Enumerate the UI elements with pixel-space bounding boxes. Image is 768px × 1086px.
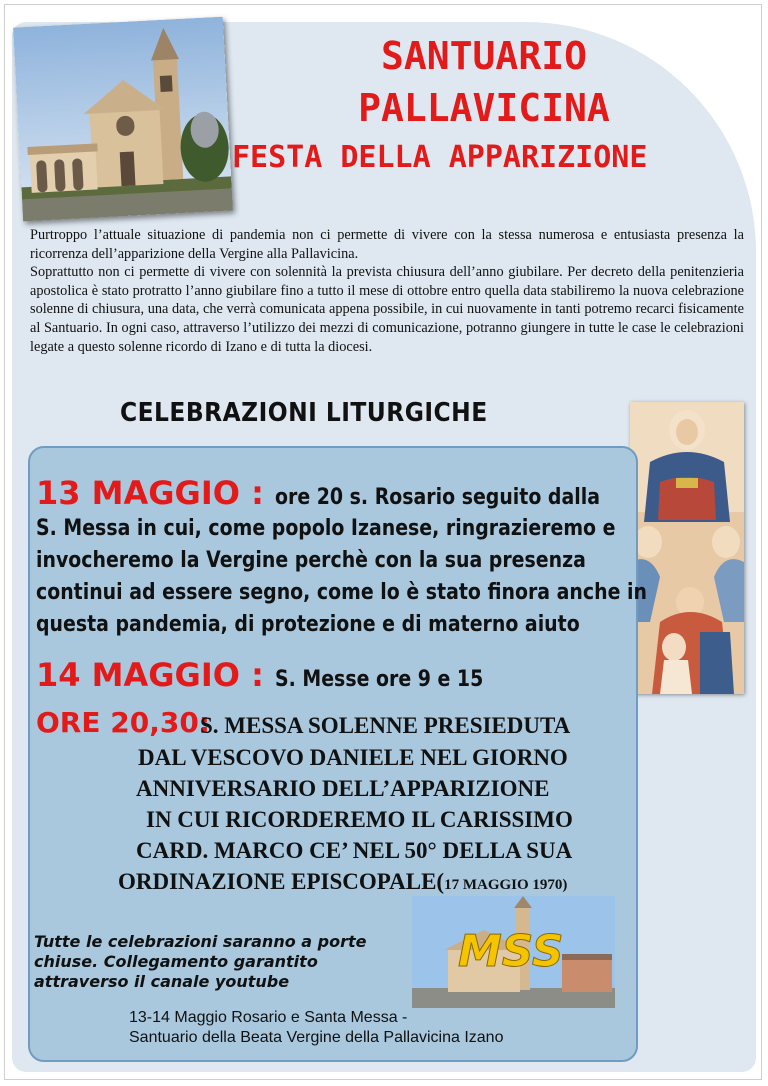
solemn-line-4: IN CUI RICORDEREMO IL CARISSIMO — [146, 807, 573, 832]
day1-row — [36, 474, 653, 512]
intro-paragraph-2: Soprattutto non ci permette di vivere con solennità la prevista chiusura dell’anno giubilare. Per decreto della penitenzieria apostolica è stato protratto l’anno giubilare fino a tutto il mese di ottobre entro quella data stabiliremo la nuova celebrazione solenne di chiusura, una data, che verrà comunicata appena possibile, in cui nuovamente in tanti potremo recarci fisicamente al Santuario. In ogni caso, attraverso l’utilizzo dei mezzi di comunicazione, potranno giungere in tutte le case le celebrazioni legate a questo solenne ricordo di Izano e di tutta la diocesi. — [30, 264, 744, 355]
title-line-2: PALLAVICINA — [358, 86, 610, 130]
solemn-line-5: CARD. MARCO CE’ NEL 50° DELLA SUA — [136, 838, 573, 863]
photo-caption: 13-14 Maggio Rosario e Santa Messa - Santuario della Beata Vergine della Pallavicina Izano — [129, 1009, 504, 1046]
celebrations-heading: CELEBRAZIONI LITURGICHE — [120, 398, 488, 428]
intro-text — [30, 226, 744, 356]
day1-line-1: S. Messa in cui, come popolo Izanese, ringrazieremo e — [36, 516, 616, 541]
evening-time: ORE 20,30: — [36, 706, 211, 739]
day1-line-4: questa pandemia, di protezione e di materno aiuto — [36, 612, 580, 637]
closed-doors-note: Tutte le celebrazioni saranno a porte chiuse. Collegamento garantito attraverso il canale youtube — [34, 932, 367, 991]
mss-logo-photo — [412, 896, 615, 1008]
day2-date: 14 MAGGIO : — [36, 656, 264, 694]
day2-row — [36, 656, 518, 694]
ordination-date: 17 MAGGIO 1970) — [444, 877, 568, 893]
intro-paragraph-1: Purtroppo l’attuale situazione di pandemia non ci permette di vivere con la stessa numerosa e entusiasta presenza la ricorrenza dell’apparizione della Vergine alla Pallavicina. — [30, 227, 744, 262]
day2-text: S. Messe ore 9 e 15 — [275, 667, 484, 692]
solemn-line-1: S. MESSA SOLENNE PRESIEDUTA — [200, 713, 571, 738]
title-line-1: SANTUARIO — [381, 34, 587, 78]
solemn-line-6: ORDINAZIONE EPISCOPALE(17 MAGGIO 1970) — [118, 869, 568, 894]
evening-row — [36, 706, 210, 739]
day1-line-2: invocheremo la Vergine perchè con la sua presenza — [36, 548, 586, 573]
day1-first-line: ore 20 s. Rosario seguito dalla — [275, 485, 601, 510]
day1-line-3: continui ad essere segno, come lo è stato finora anche in — [36, 580, 647, 605]
subtitle: FESTA DELLA APPARIZIONE — [232, 140, 648, 175]
solemn-line-3: ANNIVERSARIO DELL’APPARIZIONE — [136, 776, 550, 801]
day1-date: 13 MAGGIO : — [36, 474, 264, 512]
solemn-line-2: DAL VESCOVO DANIELE NEL GIORNO — [138, 745, 568, 770]
mss-logo-text: MSS — [458, 926, 564, 977]
